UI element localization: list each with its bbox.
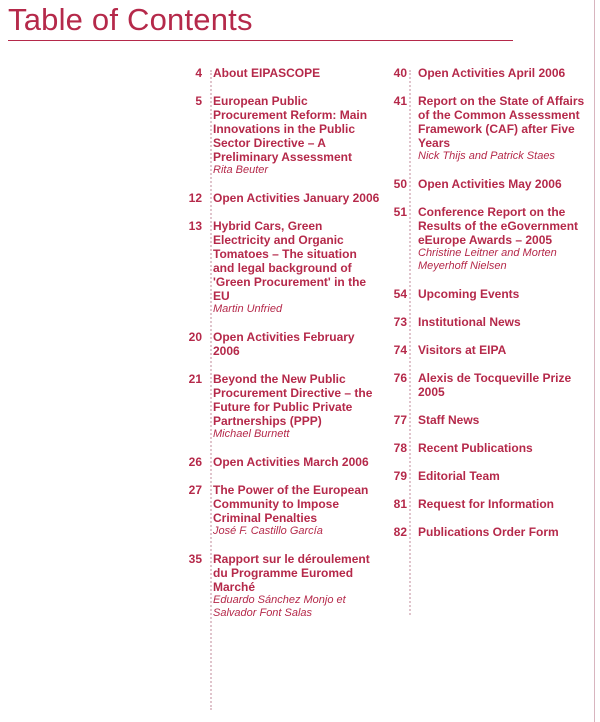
entry-author: Christine Leitner and Morten Meyerhoff Nielsen <box>418 247 557 272</box>
entry-title: Upcoming Events <box>418 287 520 301</box>
page-number: 13 <box>188 219 202 233</box>
page-number: 50 <box>393 177 407 191</box>
page-number: 27 <box>188 483 202 497</box>
entry-title: Publications Order Form <box>418 525 559 539</box>
entry-title: Alexis de Tocqueville Prize 2005 <box>418 371 572 399</box>
page-title: Table of Contents <box>8 2 253 37</box>
entry-title: Hybrid Cars, Green Electricity and Organic Tomatoes – The situation and legal background of 'Green Procurement' in the EU <box>213 219 367 303</box>
page-number: 54 <box>393 287 407 301</box>
entry-title: Staff News <box>418 413 480 427</box>
page-number: 12 <box>188 191 202 205</box>
page-number: 5 <box>195 94 202 108</box>
entry-author: Michael Burnett <box>213 428 290 440</box>
entry-title: Open Activities April 2006 <box>418 66 566 80</box>
entry-title: Request for Information <box>418 497 555 511</box>
toc-column-right <box>380 66 585 553</box>
toc-entry[interactable] <box>380 66 585 80</box>
page-number: 41 <box>393 94 407 108</box>
entry-title: Recent Publications <box>418 441 533 455</box>
page-number: 82 <box>393 525 407 539</box>
toc-entry[interactable] <box>380 525 585 539</box>
entry-author: Eduardo Sánchez Monjo et Salvador Font Salas <box>213 594 346 619</box>
toc-entry[interactable] <box>175 455 380 469</box>
entry-title: Open Activities March 2006 <box>213 455 369 469</box>
toc-entry[interactable] <box>175 330 380 358</box>
toc-entry[interactable] <box>380 371 585 399</box>
page-number: 74 <box>393 343 407 357</box>
page-number: 81 <box>393 497 407 511</box>
entry-author: Martin Unfried <box>213 303 283 315</box>
entry-title: Institutional News <box>418 315 521 329</box>
page-number: 76 <box>393 371 407 385</box>
entry-title: Editorial Team <box>418 469 500 483</box>
toc-entry[interactable] <box>380 441 585 455</box>
entry-author: José F. Castillo García <box>213 525 323 537</box>
page-number: 51 <box>393 205 407 219</box>
entry-title: Beyond the New Public Procurement Directive – the Future for Public Private Partnerships (PPP) <box>213 372 373 428</box>
toc-entry[interactable] <box>175 219 380 316</box>
toc-entry[interactable] <box>175 191 380 205</box>
toc-entry[interactable] <box>175 552 380 620</box>
toc-entry[interactable] <box>380 343 585 357</box>
toc-entry[interactable] <box>175 66 380 80</box>
entry-title: Open Activities May 2006 <box>418 177 562 191</box>
page-number: 20 <box>188 330 202 344</box>
toc-entry[interactable] <box>175 483 380 538</box>
page-number: 35 <box>188 552 202 566</box>
entry-title: Open Activities January 2006 <box>213 191 380 205</box>
entry-title: Report on the State of Affairs of the Common Assessment Framework (CAF) after Five Years <box>418 94 585 150</box>
entry-author: Nick Thijs and Patrick Staes <box>418 150 555 162</box>
entry-author: Rita Beuter <box>213 164 269 176</box>
entry-title: Rapport sur le déroulement du Programme Euromed Marché <box>213 552 370 594</box>
page-number: 21 <box>188 372 202 386</box>
entry-title: Open Activities February 2006 <box>213 330 355 358</box>
toc-entry[interactable] <box>380 205 585 273</box>
toc-entry[interactable] <box>380 287 585 301</box>
toc-entry[interactable] <box>380 94 585 163</box>
entry-title: About EIPASCOPE <box>213 66 321 80</box>
page-number: 77 <box>393 413 407 427</box>
toc-entry[interactable] <box>175 94 380 177</box>
toc-entry[interactable] <box>380 177 585 191</box>
toc-entry[interactable] <box>175 372 380 441</box>
page-number: 79 <box>393 469 407 483</box>
entry-title: European Public Procurement Reform: Main Innovations in the Public Sector Directive – A Preliminary Assessment <box>213 94 368 164</box>
entry-title: The Power of the European Community to Impose Criminal Penalties <box>213 483 369 525</box>
entry-title: Visitors at EIPA <box>418 343 507 357</box>
toc-entry[interactable] <box>380 469 585 483</box>
title-rule <box>8 40 513 41</box>
page-number: 73 <box>393 315 407 329</box>
page-number: 26 <box>188 455 202 469</box>
page-number: 4 <box>195 66 202 80</box>
toc-column-left <box>175 66 380 634</box>
page-edge-line <box>594 0 595 722</box>
toc-entry[interactable] <box>380 497 585 511</box>
toc-entry[interactable] <box>380 413 585 427</box>
toc-entry[interactable] <box>380 315 585 329</box>
page-number: 40 <box>393 66 407 80</box>
page-number: 78 <box>393 441 407 455</box>
entry-title: Conference Report on the Results of the eGovernment eEurope Awards – 2005 <box>418 205 579 247</box>
